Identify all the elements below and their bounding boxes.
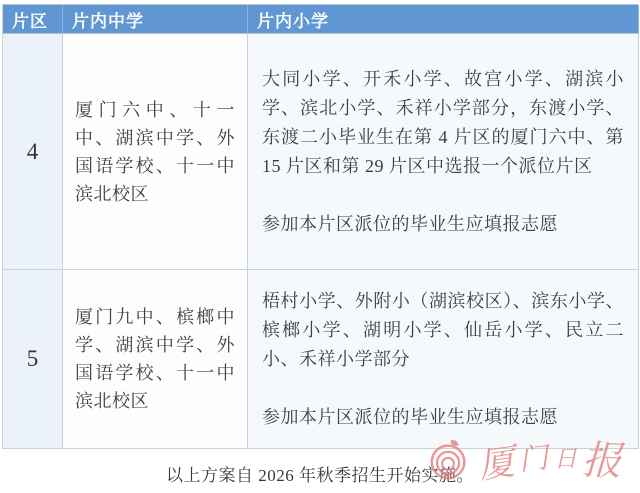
implementation-note: 以上方案自 2026 年秋季招生开始实施。 — [166, 466, 474, 485]
placement-note: 参加本片区派位的毕业生应填报志愿 — [262, 406, 558, 427]
district-number: 4 — [26, 138, 39, 164]
header-primary-schools: 片内小学 — [248, 5, 639, 34]
middle-schools-text: 厦门九中、槟榔中学、湖滨中学、外国语学校、十一中滨北校区 — [75, 307, 235, 411]
watermark-char: 门 — [517, 441, 550, 477]
middle-schools-text: 厦门六中、十一中、湖滨中学、外国语学校、十一中滨北校区 — [75, 99, 235, 204]
watermark-char: 报 — [581, 436, 623, 484]
middle-schools-cell — [63, 34, 248, 270]
primary-schools-text: 大同小学、开禾小学、故宫小学、湖滨小学、滨北小学、禾祥小学部分，东渡小学、东渡二小毕业生在第 4 片区的厦门六中、第 15 片区和第 29 片区中选报一个派位片区 — [262, 68, 624, 176]
placement-note: 参加本片区派位的毕业生应填报志愿 — [262, 213, 558, 234]
district-number: 5 — [26, 346, 39, 371]
school-district-table — [2, 4, 638, 449]
primary-schools-text: 梧村小学、外附小（湖滨校区）、滨东小学、槟榔小学、湖明小学、仙岳小学、民立二小、禾祥小学部分 — [262, 290, 624, 369]
header-district: 片区 — [3, 5, 63, 34]
header-middle-schools: 片内中学 — [63, 5, 248, 34]
primary-schools-cell — [248, 270, 639, 449]
primary-schools-cell — [248, 34, 639, 270]
watermark-char: 厦 — [475, 441, 518, 486]
watermark-char: 日 — [553, 445, 578, 472]
district-number-cell — [3, 34, 63, 270]
district-number-cell — [3, 270, 63, 449]
middle-schools-cell — [63, 270, 248, 449]
